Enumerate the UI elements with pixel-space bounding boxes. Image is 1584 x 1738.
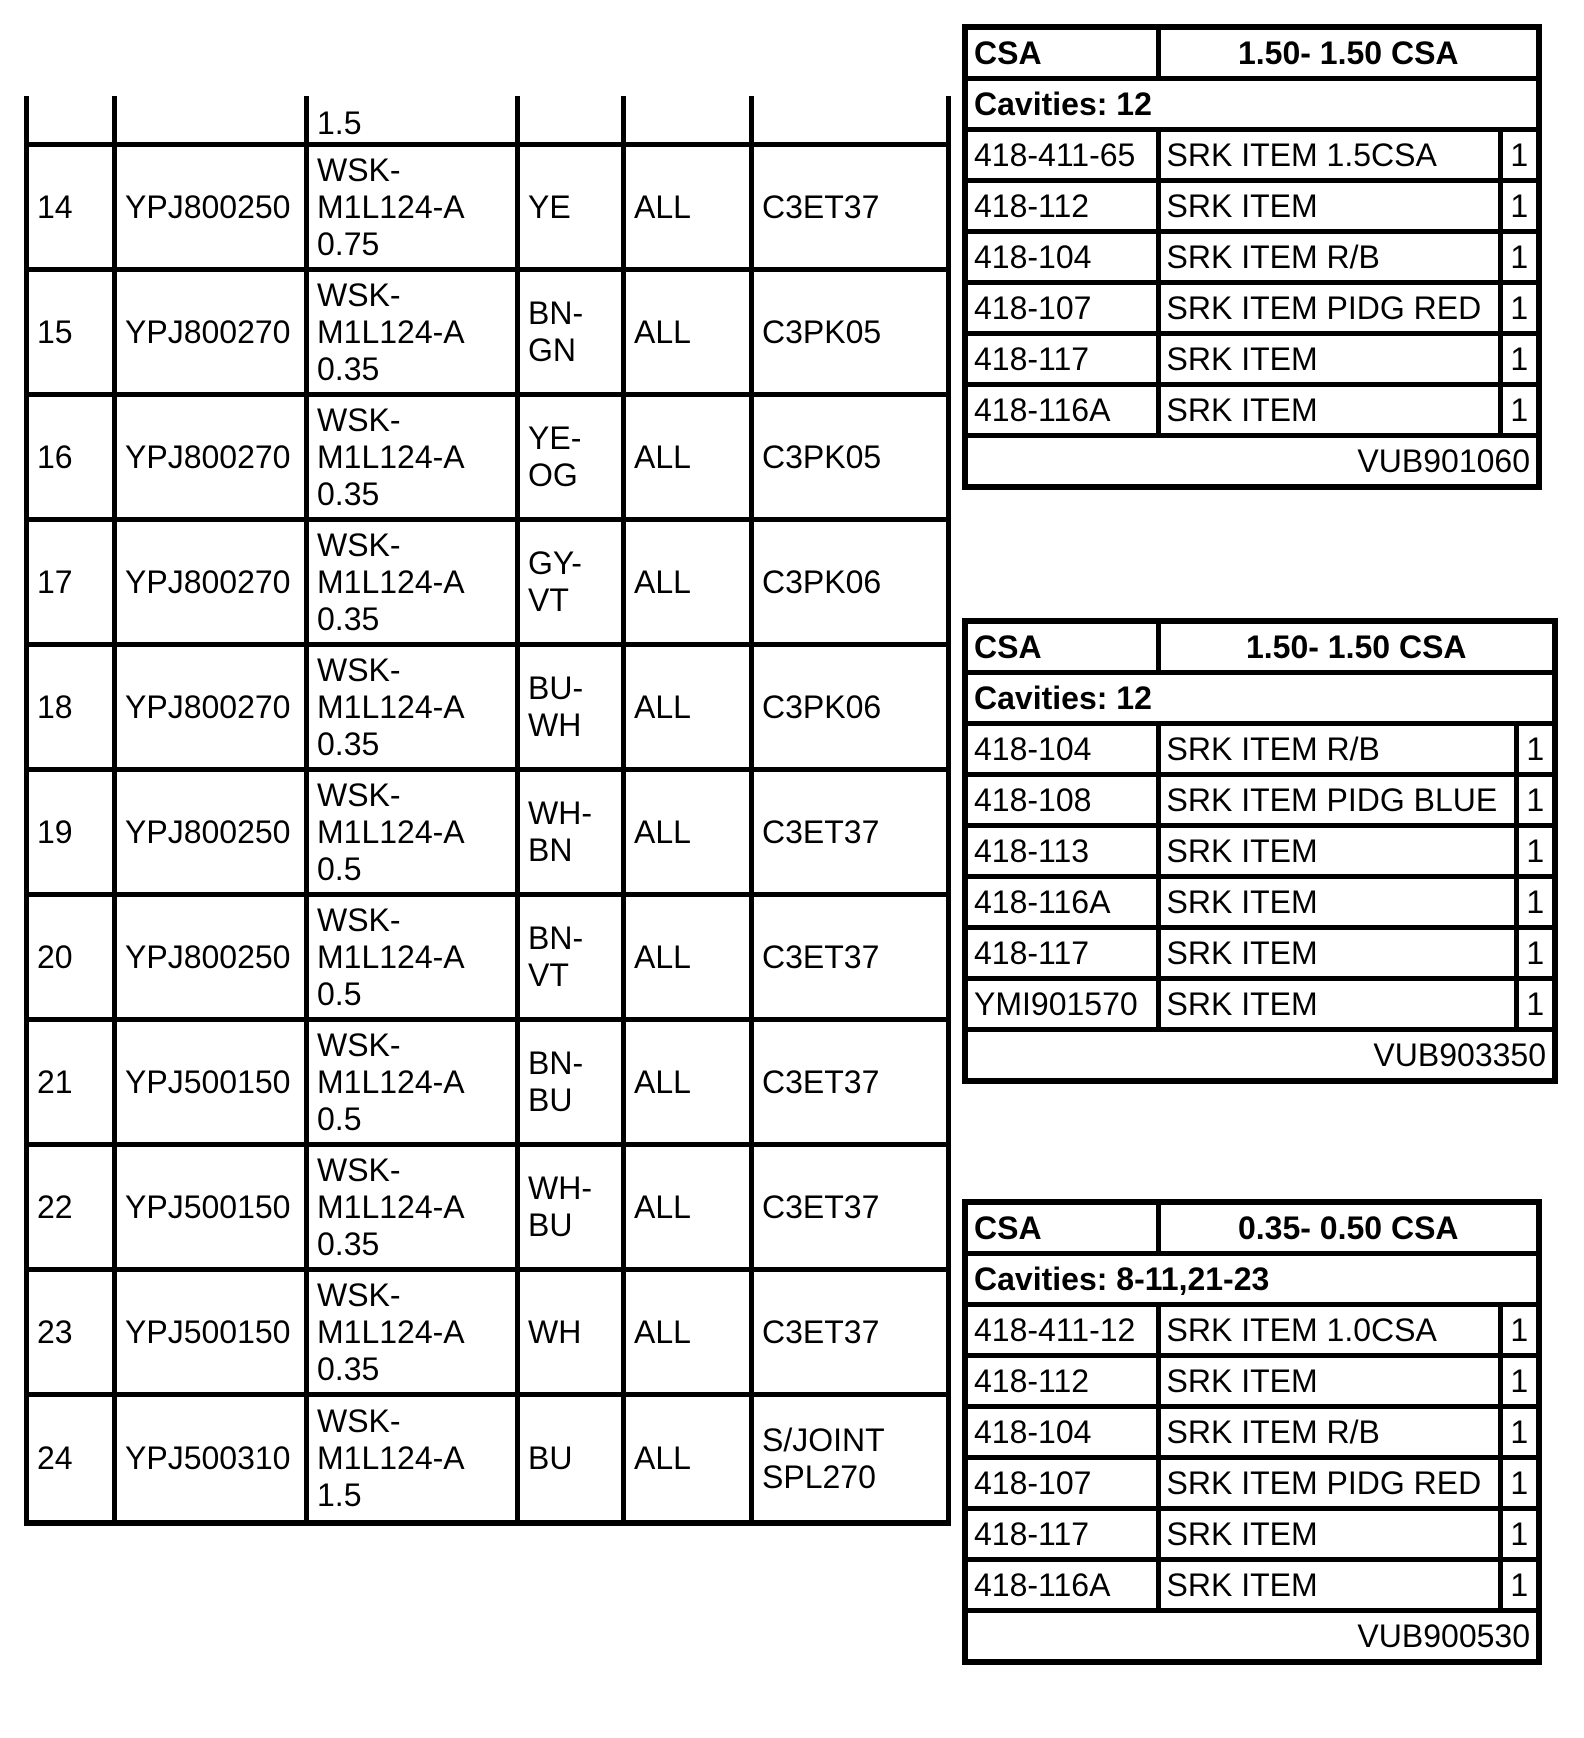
cell-destination-line: C3ET37 [762, 1188, 880, 1225]
cell-option: ALL [624, 895, 752, 1020]
kit-part-number: 418-411-12 [968, 1305, 1158, 1356]
cell-part-number: YPJ500310 [115, 1395, 307, 1524]
cell-wire-spec-line: M1L124-A [317, 1188, 465, 1225]
kit-description: SRK ITEM [1158, 1560, 1500, 1611]
table-row [27, 645, 949, 770]
cell-destination [752, 270, 949, 395]
cell-wire-color [518, 1020, 624, 1145]
cell-cavity: 22 [27, 1145, 115, 1270]
cell-wire-color [518, 96, 624, 145]
cell-wire-spec [307, 520, 518, 645]
cell-option: ALL [624, 1395, 752, 1524]
cell-destination-line: C3ET37 [762, 1313, 880, 1350]
cell-part-number: YPJ800250 [115, 145, 307, 270]
kit-description: SRK ITEM [1158, 877, 1516, 928]
kit-part-number: 418-112 [968, 181, 1158, 232]
cavities-label: Cavities: 12 [968, 79, 1536, 130]
cell-wire-spec [307, 395, 518, 520]
kit-description: SRK ITEM [1158, 928, 1516, 979]
cell-wire-spec-line: 0.35 [317, 725, 380, 762]
kit-quantity: 1 [1500, 334, 1536, 385]
cell-wire-spec-line: WSK- [317, 526, 401, 563]
kit-description: SRK ITEM [1158, 334, 1500, 385]
cavities-label: Cavities: 8-11,21-23 [968, 1254, 1536, 1305]
table-row [27, 1270, 949, 1395]
seal-kit-grid [968, 1205, 1536, 1659]
kit-part-number: 418-116A [968, 385, 1158, 436]
kit-description: SRK ITEM R/B [1158, 724, 1516, 775]
table-row [968, 334, 1536, 385]
table-row [27, 1020, 949, 1145]
kit-quantity: 1 [1500, 1509, 1536, 1560]
kit-part-number: 418-112 [968, 1356, 1158, 1407]
cell-cavity: 17 [27, 520, 115, 645]
cell-option: ALL [624, 520, 752, 645]
kit-reference-row [968, 1030, 1552, 1079]
cell-wire-spec-line: 0.35 [317, 1350, 380, 1387]
cell-wire-spec [307, 145, 518, 270]
table-row [968, 724, 1552, 775]
cell-wire-spec [307, 1395, 518, 1524]
cell-part-number: YPJ800270 [115, 520, 307, 645]
kit-cavities-row [968, 79, 1536, 130]
cell-wire-color [518, 395, 624, 520]
kit-part-number: 418-117 [968, 334, 1158, 385]
cell-wire-spec [307, 1020, 518, 1145]
cell-wire-spec-line: 0.35 [317, 600, 380, 637]
cell-wire-color-line: VT [528, 957, 569, 993]
kit-quantity: 1 [1500, 181, 1536, 232]
cell-wire-color-line: BU [528, 1440, 573, 1476]
table-row [968, 283, 1536, 334]
kit-description: SRK ITEM R/B [1158, 1407, 1500, 1458]
table-row [27, 1145, 949, 1270]
cell-option: ALL [624, 645, 752, 770]
cell-wire-spec-line: 0.35 [317, 350, 380, 387]
seal-kit-grid [968, 624, 1552, 1078]
kit-quantity: 1 [1500, 1407, 1536, 1458]
cell-wire-color-line: BN- [528, 920, 584, 956]
cell-wire-spec-line: 0.35 [317, 475, 380, 512]
kit-cavities-row [968, 1254, 1536, 1305]
table-row [27, 520, 949, 645]
cell-option: ALL [624, 270, 752, 395]
kit-quantity: 1 [1516, 979, 1552, 1030]
cell-option: ALL [624, 1020, 752, 1145]
table-row [27, 895, 949, 1020]
cell-wire-spec-line: M1L124-A [317, 1063, 465, 1100]
cell-destination [752, 145, 949, 270]
cell-destination [752, 520, 949, 645]
cell-destination [752, 1020, 949, 1145]
cell-wire-spec [307, 895, 518, 1020]
table-row [968, 1509, 1536, 1560]
wiring-table [24, 96, 951, 1526]
cell-wire-color-line: WH- [528, 1170, 592, 1206]
kit-quantity: 1 [1500, 1305, 1536, 1356]
cell-wire-spec-line: WSK- [317, 151, 401, 188]
cell-destination [752, 770, 949, 895]
kit-quantity: 1 [1500, 232, 1536, 283]
cell-part-number: YPJ800270 [115, 645, 307, 770]
cell-destination [752, 1145, 949, 1270]
cell-part-number: YPJ800250 [115, 770, 307, 895]
csa-value: 1.50- 1.50 CSA [1158, 30, 1536, 79]
cell-wire-spec [307, 1270, 518, 1395]
cell-cavity: 20 [27, 895, 115, 1020]
cell-wire-color [518, 145, 624, 270]
kit-part-number: 418-104 [968, 232, 1158, 283]
kit-cavities-row [968, 673, 1552, 724]
cell-destination-line: C3ET37 [762, 938, 880, 975]
cell-destination-line: S/JOINT [762, 1421, 885, 1458]
csa-label: CSA [968, 1205, 1158, 1254]
kit-quantity: 1 [1516, 724, 1552, 775]
cell-wire-spec [307, 645, 518, 770]
table-row [968, 130, 1536, 181]
kit-part-number: 418-104 [968, 1407, 1158, 1458]
kit-reference: VUB900530 [968, 1611, 1536, 1660]
table-row [968, 1305, 1536, 1356]
kit-reference-row [968, 1611, 1536, 1660]
kit-description: SRK ITEM [1158, 181, 1500, 232]
cell-destination [752, 895, 949, 1020]
kit-part-number: 418-117 [968, 928, 1158, 979]
cell-part-number: YPJ800270 [115, 395, 307, 520]
cell-wire-color [518, 270, 624, 395]
cell-wire-spec-line: M1L124-A [317, 313, 465, 350]
cell-wire-spec [307, 770, 518, 895]
cell-wire-spec-line: WSK- [317, 901, 401, 938]
table-row [27, 1395, 949, 1524]
cell-wire-spec [307, 1145, 518, 1270]
cell-wire-color-line: BN- [528, 1045, 584, 1081]
cell-wire-color [518, 1270, 624, 1395]
cell-wire-spec [307, 96, 518, 145]
cell-destination [752, 645, 949, 770]
cell-cavity: 21 [27, 1020, 115, 1145]
kit-description: SRK ITEM R/B [1158, 232, 1500, 283]
cell-wire-spec-line: WSK- [317, 776, 401, 813]
cell-wire-spec-line: M1L124-A [317, 688, 465, 725]
kit-part-number: 418-113 [968, 826, 1158, 877]
cell-wire-spec-line: M1L124-A [317, 813, 465, 850]
cell-destination-line: SPL270 [762, 1458, 876, 1495]
kit-quantity: 1 [1516, 928, 1552, 979]
kit-header-row [968, 30, 1536, 79]
cell-cavity: 24 [27, 1395, 115, 1524]
cell-wire-color-line: BU [528, 1207, 573, 1243]
cell-option: ALL [624, 395, 752, 520]
table-row [968, 1407, 1536, 1458]
csa-label: CSA [968, 624, 1158, 673]
cell-wire-spec-line: WSK- [317, 1026, 401, 1063]
kit-reference: VUB901060 [968, 436, 1536, 485]
table-row [968, 385, 1536, 436]
csa-value: 1.50- 1.50 CSA [1158, 624, 1552, 673]
cavities-label: Cavities: 12 [968, 673, 1552, 724]
kit-part-number: 418-116A [968, 877, 1158, 928]
cell-wire-spec-line: 1.5 [317, 1477, 362, 1513]
table-row [968, 979, 1552, 1030]
cell-destination [752, 1395, 949, 1524]
cell-destination [752, 1270, 949, 1395]
cell-wire-spec-line: M1L124-A [317, 938, 465, 975]
cell-wire-spec-line: WSK- [317, 276, 401, 313]
kit-reference: VUB903350 [968, 1030, 1552, 1079]
cell-wire-color-line: GY- [528, 545, 582, 581]
cell-cavity: 19 [27, 770, 115, 895]
cell-wire-spec-line: 0.5 [317, 1100, 362, 1137]
table-row [27, 770, 949, 895]
cell-destination [752, 395, 949, 520]
cell-wire-spec-line: 0.5 [317, 975, 362, 1012]
table-row [968, 181, 1536, 232]
cell-wire-spec-line: M1L124-A [317, 1313, 465, 1350]
table-row [968, 928, 1552, 979]
table-row [968, 1560, 1536, 1611]
kit-quantity: 1 [1516, 877, 1552, 928]
kit-description: SRK ITEM [1158, 385, 1500, 436]
cell-wire-color-line: BN- [528, 295, 584, 331]
kit-part-number: 418-108 [968, 775, 1158, 826]
kit-description: SRK ITEM [1158, 1509, 1500, 1560]
cell-wire-spec-line: WSK- [317, 651, 401, 688]
kit-part-number: 418-107 [968, 283, 1158, 334]
cell-wire-color [518, 520, 624, 645]
cell-destination [752, 96, 949, 145]
kit-part-number: 418-117 [968, 1509, 1158, 1560]
cell-wire-color [518, 895, 624, 1020]
kit-part-number: 418-411-65 [968, 130, 1158, 181]
cell-wire-color [518, 1145, 624, 1270]
cell-wire-spec-line: 0.75 [317, 225, 380, 262]
table-row [968, 1356, 1536, 1407]
kit-description: SRK ITEM 1.5CSA [1158, 130, 1500, 181]
cell-part-number: YPJ800270 [115, 270, 307, 395]
csa-label: CSA [968, 30, 1158, 79]
table-row [968, 826, 1552, 877]
cell-cavity: 23 [27, 1270, 115, 1395]
cell-option: ALL [624, 1145, 752, 1270]
cell-cavity: 15 [27, 270, 115, 395]
wiring-table-body [27, 96, 949, 1523]
kit-quantity: 1 [1500, 130, 1536, 181]
kit-reference-row [968, 436, 1536, 485]
cell-destination-line: C3ET37 [762, 813, 880, 850]
kit-quantity: 1 [1500, 385, 1536, 436]
cell-wire-color-line: WH [528, 1313, 582, 1350]
cell-part-number [115, 96, 307, 145]
cell-wire-color-line: YE [528, 188, 571, 225]
kit-part-number: 418-116A [968, 1560, 1158, 1611]
cell-part-number: YPJ800250 [115, 895, 307, 1020]
cell-wire-spec-line: WSK- [317, 1276, 401, 1313]
seal-kit-table [962, 618, 1558, 1084]
cell-wire-spec-line: 1.5 [317, 105, 362, 141]
cell-destination-line: C3ET37 [762, 188, 880, 225]
seal-kit-grid [968, 30, 1536, 484]
table-row [27, 270, 949, 395]
kit-description: SRK ITEM [1158, 1356, 1500, 1407]
cell-wire-color-line: YE- [528, 420, 582, 456]
cell-option [624, 96, 752, 145]
cell-cavity [27, 96, 115, 145]
cell-destination-line: C3PK05 [762, 313, 882, 350]
cell-wire-spec-line: WSK- [317, 1403, 401, 1439]
kit-quantity: 1 [1516, 775, 1552, 826]
kit-description: SRK ITEM 1.0CSA [1158, 1305, 1500, 1356]
cell-option: ALL [624, 1270, 752, 1395]
cell-destination-line: C3PK06 [762, 688, 882, 725]
cell-wire-color-line: BU- [528, 670, 584, 706]
table-row [968, 775, 1552, 826]
cell-wire-color-line: BN [528, 832, 573, 868]
cell-option: ALL [624, 770, 752, 895]
cell-wire-color [518, 645, 624, 770]
cell-wire-spec-line: M1L124-A [317, 563, 465, 600]
cell-wire-spec-line: M1L124-A [317, 188, 465, 225]
kit-header-row [968, 1205, 1536, 1254]
cell-wire-spec-line: M1L124-A [317, 438, 465, 475]
table-row [27, 395, 949, 520]
cell-destination-line: C3ET37 [762, 1063, 880, 1100]
cell-wire-spec-line: WSK- [317, 401, 401, 438]
cell-part-number: YPJ500150 [115, 1020, 307, 1145]
cell-cavity: 18 [27, 645, 115, 770]
cell-wire-color-line: GN [528, 332, 576, 368]
cell-wire-spec-line: 0.35 [317, 1225, 380, 1262]
kit-quantity: 1 [1500, 283, 1536, 334]
cell-wire-color-line: BU [528, 1082, 573, 1118]
cell-option: ALL [624, 145, 752, 270]
table-row [27, 145, 949, 270]
kit-description: SRK ITEM [1158, 979, 1516, 1030]
kit-part-number: 418-107 [968, 1458, 1158, 1509]
cell-wire-color [518, 770, 624, 895]
kit-quantity: 1 [1500, 1458, 1536, 1509]
cell-destination-line: C3PK06 [762, 563, 882, 600]
table-row [968, 1458, 1536, 1509]
cell-wire-spec-line: M1L124-A [317, 1440, 465, 1476]
kit-quantity: 1 [1500, 1356, 1536, 1407]
kit-quantity: 1 [1516, 826, 1552, 877]
cell-wire-spec [307, 270, 518, 395]
kit-description: SRK ITEM [1158, 826, 1516, 877]
cell-wire-color-line: WH [528, 707, 582, 743]
cell-wire-spec-line: WSK- [317, 1151, 401, 1188]
kit-header-row [968, 624, 1552, 673]
kit-quantity: 1 [1500, 1560, 1536, 1611]
cell-wire-color-line: WH- [528, 795, 592, 831]
cell-wire-color-line: OG [528, 457, 578, 493]
table-row [27, 96, 949, 145]
seal-kit-table [962, 24, 1542, 490]
csa-value: 0.35- 0.50 CSA [1158, 1205, 1536, 1254]
kit-description: SRK ITEM PIDG RED [1158, 1458, 1500, 1509]
cell-cavity: 14 [27, 145, 115, 270]
kit-part-number: YMI901570 [968, 979, 1158, 1030]
cell-wire-color-line: VT [528, 582, 569, 618]
table-row [968, 877, 1552, 928]
seal-kit-table [962, 1199, 1542, 1665]
cell-part-number: YPJ500150 [115, 1145, 307, 1270]
kit-description: SRK ITEM PIDG RED [1158, 283, 1500, 334]
cell-destination-line: C3PK05 [762, 438, 882, 475]
cell-wire-spec-line: 0.5 [317, 850, 362, 887]
cell-part-number: YPJ500150 [115, 1270, 307, 1395]
cell-cavity: 16 [27, 395, 115, 520]
kit-description: SRK ITEM PIDG BLUE [1158, 775, 1516, 826]
cell-wire-color [518, 1395, 624, 1524]
table-row [968, 232, 1536, 283]
kit-part-number: 418-104 [968, 724, 1158, 775]
